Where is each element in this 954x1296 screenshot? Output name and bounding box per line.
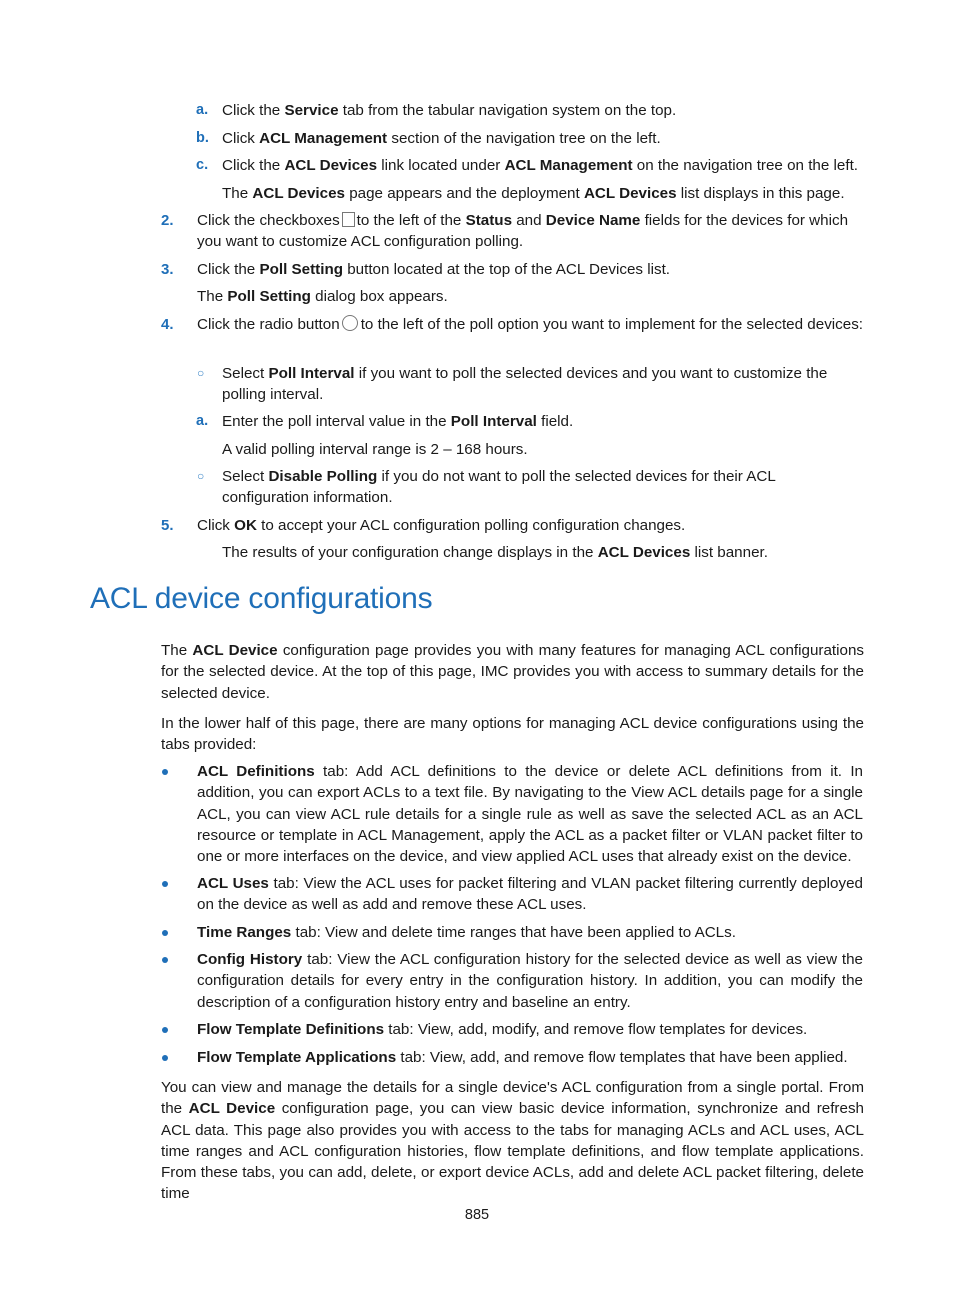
step-4-marker: 4. <box>161 316 174 333</box>
bullet-time-ranges: Time Ranges tab: View and delete time ranges that have been applied to ACLs. <box>197 924 736 941</box>
bullet-config-history: Config History tab: View the ACL configuration history for the selected device as well as view the configuration details for every entry in the configuration history. In addition, you can modify the description of a configuration history entry and baseline an entry. <box>197 951 864 1011</box>
step-3-marker: 3. <box>161 261 174 278</box>
option-disable-polling-text: Select Disable Polling if you do not want to poll the selected devices for their ACL configuration information. <box>222 468 776 506</box>
step-c-result: The ACL Devices page appears and the deployment ACL Devices list displays in this page. <box>222 185 845 202</box>
step-2-text: Click the checkboxes to the left of the Status and Device Name fields for the devices for which you want to customize ACL configuration polling. <box>197 212 849 250</box>
bullet-flow-template-definitions: Flow Template Definitions tab: View, add, modify, and remove flow templates for devices. <box>197 1021 808 1038</box>
bullet-icon <box>162 881 168 887</box>
option-poll-interval-text: Select Poll Interval if you want to poll the selected devices and you want to customize the polling interval. <box>222 365 828 403</box>
bullet-icon <box>162 930 168 936</box>
step-5-marker: 5. <box>161 517 174 534</box>
option-1a-marker: a. <box>196 413 209 429</box>
bullet-icon <box>162 769 168 775</box>
radio-button-icon <box>342 315 358 331</box>
step-c-marker: c. <box>196 157 209 173</box>
step-a-text: Click the Service tab from the tabular navigation system on the top. <box>222 102 677 119</box>
step-5-result: The results of your configuration change displays in the ACL Devices list banner. <box>222 544 768 561</box>
bullet-icon <box>162 1055 168 1061</box>
option-2-marker: ○ <box>197 469 205 483</box>
intro-paragraph: The ACL Device configuration page provides you with many features for managing ACL configurations for the selected device. At the top of this page, IMC provides you with access to summary details for the selected device. <box>161 642 865 702</box>
option-1-marker: ○ <box>197 366 205 380</box>
checkbox-icon <box>342 212 355 227</box>
step-5-text: Click OK to accept your ACL configuration polling configuration changes. <box>197 517 686 534</box>
bullet-acl-uses: ACL Uses tab: View the ACL uses for packet filtering and VLAN packet filtering currently deployed on the device as well as add and remove these ACL uses. <box>197 875 863 914</box>
option-1a-note: A valid polling interval range is 2 – 168 hours. <box>222 441 528 458</box>
option-1a-text: Enter the poll interval value in the Poll Interval field. <box>222 413 574 430</box>
bullet-acl-definitions: ACL Definitions tab: Add ACL definitions to the device or delete ACL definitions from it. In addition, you can export ACLs to a text file. By navigating to the View ACL details page for a single ACL, you can view ACL rule details for a single rule as well as save the selected ACL as an ACL resource or template in ACL Management, apply the ACL as a packet filter or VLAN packet filter to one or more interfaces on the device, and view applied ACL uses that already exist on the device. <box>197 763 863 866</box>
tabs-paragraph: In the lower half of this page, there are many options for managing ACL device configurations using the tabs provided: <box>161 715 864 754</box>
step-4-text: Click the radio button to the left of the poll option you want to implement for the selected devices: <box>197 316 864 333</box>
step-2-marker: 2. <box>161 212 174 229</box>
page-number: 885 <box>464 1207 490 1223</box>
step-3-text: Click the Poll Setting button located at the top of the ACL Devices list. <box>197 261 671 278</box>
step-c-text: Click the ACL Devices link located under ACL Management on the navigation tree on the left. <box>222 157 859 174</box>
step-b-marker: b. <box>196 130 209 146</box>
summary-paragraph: You can view and manage the details for a single device's ACL configuration from a single portal. From the ACL Device configuration page, you can view basic device information, synchronize and refresh ACL data. This page also provides you with access to the tabs for managing ACLs and ACL uses, ACL time ranges and ACL configuration histories, flow template definitions, and flow template applications. From these tabs, you can add, delete, or export device ACLs, add and delete ACL packet filtering, delete time <box>161 1079 864 1203</box>
bullet-icon <box>162 1027 168 1033</box>
step-a-marker: a. <box>196 102 209 118</box>
bullet-icon <box>162 957 168 963</box>
section-title: ACL device configurations <box>90 582 433 615</box>
bullet-flow-template-applications: Flow Template Applications tab: View, add, and remove flow templates that have been applied. <box>197 1049 848 1066</box>
step-b-text: Click ACL Management section of the navigation tree on the left. <box>222 130 661 147</box>
step-3-result: The Poll Setting dialog box appears. <box>197 288 448 305</box>
